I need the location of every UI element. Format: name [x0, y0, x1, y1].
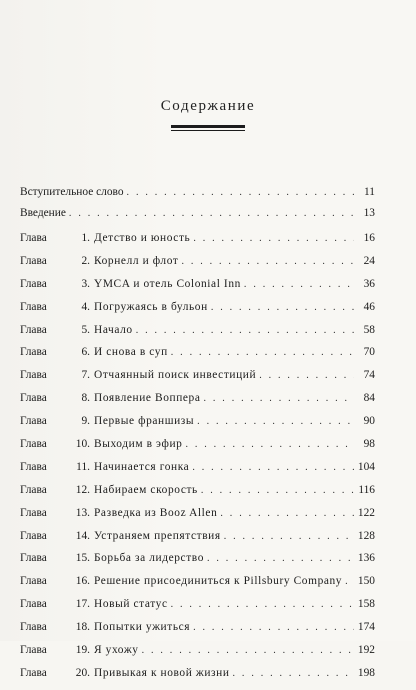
entry-title: Введение: [20, 206, 66, 219]
entry-page-number: 98: [363, 438, 375, 451]
entry-page-number: 11: [364, 186, 375, 198]
dot-leader: [220, 508, 354, 519]
chapter-number: 5.: [81, 323, 90, 336]
toc-entry-chapter: [20, 484, 375, 507]
toc-entry-chapter: [20, 575, 375, 598]
entry-title: Разведка из Booz Allen: [94, 506, 218, 519]
toc-entry-chapter: [20, 415, 375, 438]
toc-entry-introduction: [20, 207, 375, 228]
dot-leader: [211, 302, 354, 313]
dot-leader: [193, 622, 354, 633]
dot-leader: [201, 485, 354, 496]
toc-entry-chapter: [20, 392, 375, 415]
dot-leader: [259, 370, 354, 381]
entry-page-number: 198: [357, 666, 375, 679]
ornament-thin-rule: [171, 130, 245, 131]
chapter-number: 7.: [81, 369, 90, 382]
chapter-word: Глава: [20, 552, 47, 565]
entry-title: YMCA и отель Colonial Inn: [94, 277, 241, 290]
toc-entry-chapter: [20, 438, 375, 461]
chapter-word: Глава: [20, 483, 47, 496]
chapter-number: 11.: [76, 460, 90, 473]
dot-leader: [193, 233, 354, 244]
dot-leader: [233, 668, 354, 679]
entry-title: Детство и юность: [94, 232, 191, 244]
entry-page-number: 122: [357, 506, 375, 519]
chapter-word: Глава: [20, 369, 47, 382]
dot-leader: [185, 439, 354, 450]
entry-title: Я ухожу: [94, 644, 139, 657]
chapter-word: Глава: [20, 529, 47, 542]
entry-page-number: 136: [357, 552, 375, 565]
chapter-word: Глава: [20, 575, 47, 588]
entry-title: Привыкая к новой жизни: [94, 666, 230, 679]
chapter-number: 4.: [81, 300, 90, 313]
chapter-word: Глава: [20, 460, 47, 473]
entry-page-number: 74: [363, 369, 375, 382]
entry-page-number: 174: [357, 621, 375, 634]
entry-title: Выходим в эфир: [94, 438, 183, 451]
toc-entry-chapter: [20, 598, 375, 621]
toc-entry-foreword: [20, 186, 375, 207]
dot-leader: [345, 576, 354, 587]
toc-entry-chapter: [20, 507, 375, 530]
dot-leader: [136, 325, 354, 336]
chapter-word: Глава: [20, 644, 47, 657]
entry-title: Погружаясь в бульон: [94, 300, 208, 313]
chapter-word: Глава: [20, 392, 47, 405]
chapter-number: 13.: [75, 506, 90, 519]
entry-page-number: 58: [363, 323, 375, 336]
toc-entry-chapter: [20, 644, 375, 667]
toc-entry-chapter: [20, 530, 375, 553]
entry-page-number: 116: [358, 483, 375, 496]
dot-leader: [244, 279, 354, 290]
chapter-number: 3.: [81, 277, 90, 290]
chapter-number: 18.: [75, 621, 90, 634]
entry-page-number: 70: [363, 346, 375, 359]
entry-page-number: 158: [357, 598, 375, 611]
entry-page-number: 84: [363, 392, 375, 405]
entry-title: И снова в суп: [94, 346, 168, 359]
page-title: Содержание: [160, 98, 256, 114]
entry-title: Начало: [94, 323, 133, 336]
toc-entry-chapter: [20, 232, 375, 255]
chapter-number: 6.: [81, 346, 90, 359]
chapter-number: 2.: [81, 254, 90, 267]
toc-entry-chapter: [20, 255, 375, 278]
toc-entry-chapter: [20, 346, 375, 369]
entry-page-number: 24: [363, 254, 375, 267]
chapter-number: 12.: [75, 483, 90, 496]
chapter-number: 1.: [81, 232, 90, 244]
entry-title: Набираем скорость: [94, 483, 198, 496]
dot-leader: [69, 208, 354, 219]
toc-entry-chapter: [20, 369, 375, 392]
chapter-word: Глава: [20, 666, 47, 679]
entry-title: Новый статус: [94, 598, 168, 611]
chapter-number: 8.: [81, 392, 90, 405]
entry-page-number: 150: [357, 575, 375, 588]
toc-entry-chapter: [20, 278, 375, 301]
title-ornament: [171, 125, 245, 133]
chapter-word: Глава: [20, 506, 47, 519]
chapter-number: 10.: [75, 438, 90, 451]
dot-leader: [171, 347, 354, 358]
chapter-word: Глава: [20, 254, 47, 267]
dot-leader: [197, 416, 354, 427]
entry-title: Корнелл и флот: [94, 254, 179, 267]
dot-leader: [127, 187, 354, 198]
entry-title: Устраняем препятствия: [94, 529, 221, 542]
entry-page-number: 192: [357, 644, 375, 657]
chapter-word: Глава: [20, 323, 47, 336]
chapter-number: 17.: [75, 598, 90, 611]
table-of-contents: [20, 186, 375, 690]
chapter-number: 14.: [75, 529, 90, 542]
entry-page-number: 13: [363, 206, 375, 219]
chapter-word: Глава: [20, 277, 47, 290]
entry-page-number: 104: [357, 460, 375, 473]
toc-entry-chapter: [20, 324, 375, 347]
toc-entry-chapter: [20, 301, 375, 324]
toc-entry-chapter: [20, 552, 375, 575]
entry-page-number: 90: [363, 415, 375, 428]
entry-page-number: 128: [357, 529, 375, 542]
entry-title: Попытки ужиться: [94, 621, 191, 634]
dot-leader: [171, 599, 354, 610]
chapter-word: Глава: [20, 346, 47, 359]
chapter-word: Глава: [20, 300, 47, 313]
chapter-word: Глава: [20, 438, 47, 451]
entry-page-number: 16: [363, 232, 375, 244]
chapter-word: Глава: [20, 621, 47, 634]
entry-title: Борьба за лидерство: [94, 552, 204, 565]
toc-entry-chapter: [20, 667, 375, 690]
chapter-word: Глава: [20, 598, 47, 611]
dot-leader: [204, 393, 355, 404]
dot-leader: [142, 645, 354, 656]
chapter-number: 19.: [75, 644, 90, 657]
chapter-number: 9.: [81, 415, 90, 428]
ornament-thick-rule: [171, 125, 245, 128]
chapter-number: 15.: [75, 552, 90, 565]
dot-leader: [181, 256, 354, 267]
dot-leader: [207, 553, 354, 564]
entry-title: Отчаянный поиск инвестиций: [94, 369, 257, 382]
entry-page-number: 36: [363, 277, 375, 290]
chapter-number: 16.: [75, 575, 90, 588]
entry-title: Решение присоединиться к Pillsbury Company: [94, 575, 343, 588]
entry-page-number: 46: [363, 300, 375, 313]
entry-title: Вступительное слово: [20, 186, 124, 198]
entry-title: Появление Воппера: [94, 392, 201, 405]
chapter-word: Глава: [20, 415, 47, 428]
chapter-word: Глава: [20, 232, 47, 244]
entry-title: Первые франшизы: [94, 415, 195, 428]
dot-leader: [192, 462, 354, 473]
entry-title: Начинается гонка: [94, 460, 190, 473]
toc-entry-chapter: [20, 461, 375, 484]
dot-leader: [224, 531, 354, 542]
chapter-number: 20.: [75, 666, 90, 679]
